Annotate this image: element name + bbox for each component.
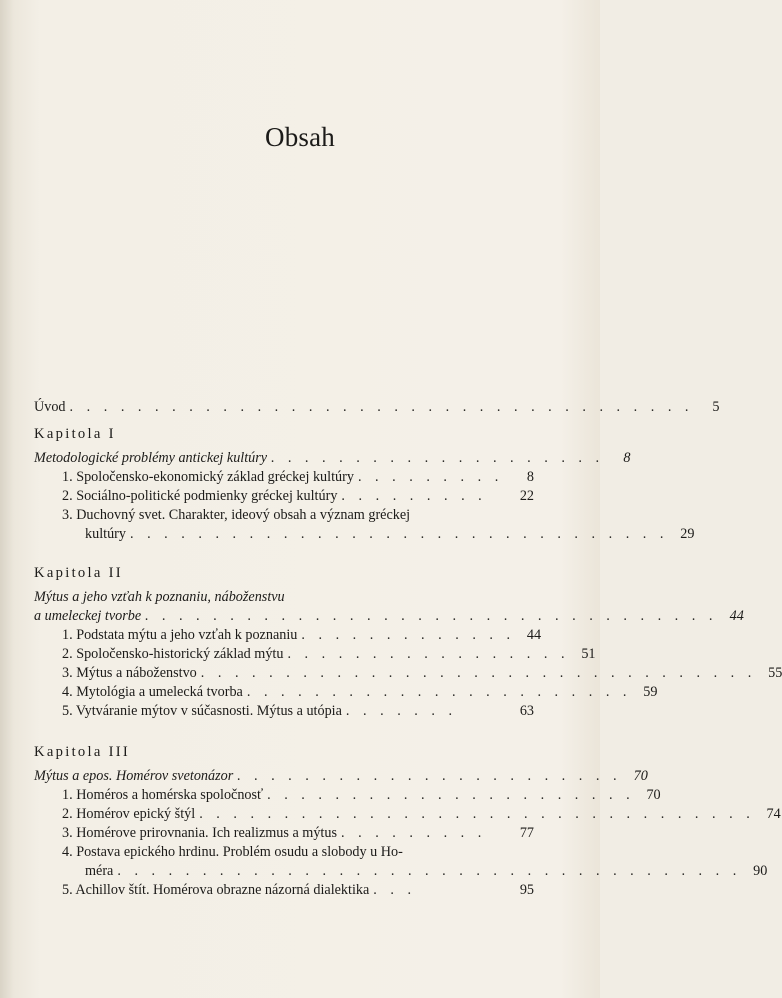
toc-entry-label: 1. Podstata mýtu a jeho vzťah k poznaniu [62, 627, 298, 643]
toc-entry-page: 59 [643, 684, 658, 700]
toc-entry-label: 4. Mytológia a umelecká tvorba [62, 684, 243, 700]
toc-entry-page: 90 [753, 863, 768, 879]
chapter-heading: Kapitola III [34, 744, 131, 760]
toc-entry-page: 44 [729, 608, 744, 624]
toc-entry-label: Metodologické problémy antickej kultúry [34, 450, 268, 466]
toc-entry-page: 8 [623, 450, 631, 466]
toc-entry-label: 2. Spoločensko-historický základ mýtu [62, 646, 284, 662]
toc-entry-subsection[interactable] [34, 786, 661, 805]
toc-entry-label: 1. Homéros a homérska spoločnosť [62, 787, 264, 803]
toc-entry-label: Úvod [34, 399, 66, 415]
toc-entry-subsection[interactable] [34, 487, 534, 506]
toc-entry-page: 70 [633, 768, 648, 784]
toc-entry-page: 51 [581, 646, 596, 662]
toc-entry-label: 2. Homérov epický štýl [62, 806, 196, 822]
toc-entry-subsection-line2[interactable] [34, 525, 695, 544]
leader-dots: . . . . . . . . . . . . . . . . . . . . . . . . . . . . . . . . . . [145, 608, 718, 624]
toc-entry-subsection[interactable] [34, 645, 596, 664]
leader-dots: . . . . . . . . . . . . . . . . . . . . . . . . . . . . . . . . . . . . . [117, 863, 742, 879]
toc-entry-page: 70 [646, 787, 661, 803]
toc-entry-subsection[interactable] [34, 626, 542, 645]
page-title: Obsah [265, 122, 335, 152]
toc-entry-label: kultúry [85, 526, 126, 542]
leader-dots: . . . . . . . . . . . . . . . . . . . . . . . [237, 768, 622, 784]
toc-entry-subsection[interactable] [34, 468, 534, 487]
toc-entry-page: 74 [766, 806, 781, 822]
leader-dots: . . . . . . . . . . . . . . . . . [287, 646, 570, 662]
toc-entry-label: 1. Spoločensko-ekonomický základ gréckej kultúry [62, 469, 354, 485]
toc-entry-part-line2[interactable] [34, 607, 744, 626]
toc-entry-label: Mýtus a epos. Homérov svetonázor [34, 768, 234, 784]
spacer [34, 721, 534, 737]
leader-dots: . . . . . . . . . [341, 825, 487, 841]
toc-entry-label: 5. Achillov štít. Homérova obrazne názorná dialektika [62, 882, 370, 898]
leader-dots: . . . . . . . . . . . . . . . . . . . . . . . . . . . . . . . . [129, 526, 669, 542]
toc-entry-page: 63 [519, 703, 534, 719]
toc-entry-label: 3. Mýtus a náboženstvo [62, 665, 197, 681]
toc-entry-page: 77 [519, 825, 534, 841]
leader-dots: . . . . . . . [345, 703, 458, 719]
toc-entry-subsection-line1[interactable]: 3. Duchovný svet. Charakter, ideový obsah a význam gréckej [62, 507, 411, 523]
leader-dots: . . . . . . . . . . . . . . . . . . . . . . . . . . . . . . . . . [199, 806, 755, 822]
chapter-heading: Kapitola II [34, 565, 123, 581]
toc-entry-subsection-line2[interactable] [34, 862, 768, 881]
toc-entry-subsection[interactable] [34, 664, 782, 683]
toc-entry-subsection[interactable] [34, 881, 534, 900]
leader-dots: . . . . . . . . . [341, 488, 487, 504]
toc-entry-part[interactable] [34, 767, 648, 786]
toc-entry-subsection[interactable] [34, 702, 534, 721]
leader-dots: . . . . . . . . . . . . . [301, 627, 516, 643]
toc-entry-subsection-line1[interactable]: 4. Postava epického hrdinu. Problém osudu a slobody u Ho- [62, 844, 403, 860]
leader-dots: . . . . . . . . . . . . . . . . . . . . . . [267, 787, 635, 803]
spacer [34, 544, 534, 558]
leader-dots: . . . . . . . . . [357, 469, 504, 485]
table-of-contents [34, 398, 782, 900]
toc-entry-label: 2. Sociálno-politické podmienky gréckej kultúry [62, 488, 338, 504]
toc-entry-subsection[interactable] [34, 805, 781, 824]
toc-entry-label: a umeleckej tvorbe [34, 608, 142, 624]
leader-dots: . . . . . . . . . . . . . . . . . . . . . . . . . . . . . . . . . [200, 665, 757, 681]
toc-entry-page: 29 [680, 526, 695, 542]
toc-entry-label: méra [85, 863, 114, 879]
leader-dots: . . . [373, 882, 417, 898]
toc-entry-intro[interactable] [34, 398, 720, 417]
leader-dots: . . . . . . . . . . . . . . . . . . . . . . . [246, 684, 632, 700]
toc-entry-subsection[interactable] [34, 824, 534, 843]
toc-entry-label: 3. Homérove prirovnania. Ich realizmus a mýtus [62, 825, 337, 841]
leader-dots: . . . . . . . . . . . . . . . . . . . . [271, 450, 605, 466]
toc-entry-page: 5 [712, 399, 720, 415]
toc-entry-part-line1[interactable]: Mýtus a jeho vzťah k poznaniu, náboženstvu [34, 589, 285, 605]
toc-entry-page: 44 [526, 627, 542, 643]
chapter-heading: Kapitola I [34, 426, 116, 442]
toc-entry-label: 5. Vytváranie mýtov v súčasnosti. Mýtus a utópia [62, 703, 342, 719]
toc-entry-page: 95 [519, 882, 534, 898]
toc-entry-part[interactable] [34, 449, 631, 468]
toc-entry-page: 22 [519, 488, 534, 504]
toc-entry-page: 8 [526, 469, 534, 485]
toc-entry-page: 55 [768, 665, 782, 681]
leader-dots: . . . . . . . . . . . . . . . . . . . . . . . . . . . . . . . . . . . . . [69, 399, 694, 415]
toc-entry-subsection[interactable] [34, 683, 658, 702]
